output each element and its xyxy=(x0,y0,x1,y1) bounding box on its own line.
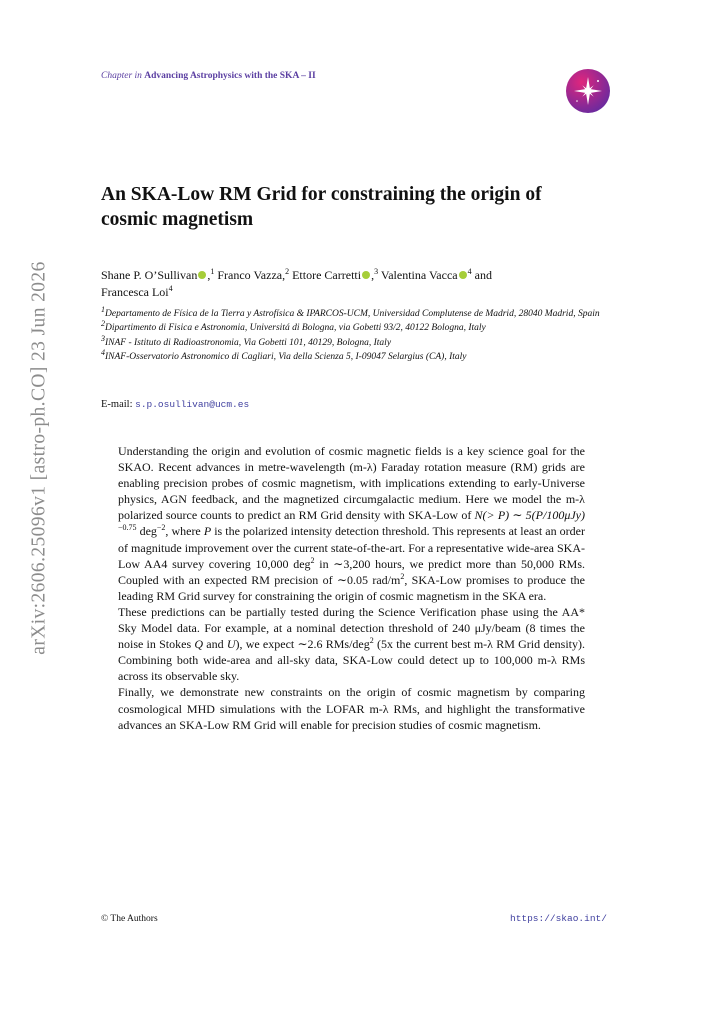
abstract-text: ), we expect ∼2.6 RMs/deg xyxy=(235,637,370,652)
affiliation-item xyxy=(101,350,601,364)
arxiv-identifier-sidebar xyxy=(20,261,60,655)
affiliation-number: 1 xyxy=(101,304,105,314)
email-link[interactable]: s.p.osullivan@ucm.es xyxy=(135,399,250,410)
affiliation-text: Departamento de Física de la Tierra y Astrofísica & IPARCOS-UCM, Universidad Complutense de Madrid, 28040 Madrid, Spain xyxy=(105,309,600,319)
abstract-paragraph xyxy=(118,604,585,684)
superscript: 2 xyxy=(369,636,374,646)
author-affiliation-number: 4 xyxy=(168,284,173,293)
author-list: Shane P. O’Sullivan ,$^1$ Franco Vazza,$^2$ Ettore Carretti ,$^3$ Valentina Vacca $^4$ and Francesca Loi$^4$ xyxy=(101,267,492,299)
abstract xyxy=(118,443,585,733)
author-affiliation-number: 3 xyxy=(374,267,379,276)
abstract-text: (5x the current best m-λ RM Grid density). Combining both wide-area and all-sky data, SKA-Low could detect up to 100,000 m-λ RMs across its observable sky. xyxy=(118,637,586,684)
orcid-icon[interactable] xyxy=(362,271,370,279)
affiliation-text: Dipartimento di Fisica e Astronomia, Universitá di Bologna, via Gobetti 93/2, 40122 Bologna, Italy xyxy=(105,323,486,334)
email-label: E-mail: xyxy=(101,399,133,410)
affiliation-list xyxy=(101,304,601,365)
abstract-text: and xyxy=(203,637,227,652)
abstract-text: These predictions can be partially tested during the Science Verification phase using the AA* Sky Model data. For example, at a nominal detection threshold of 240 μJy/beam (8 times the noise in Stokes xyxy=(118,604,585,652)
abstract-text: is the polarized intensity detection threshold. This represents at least an order of magnitude improvement over the current state-of-the-art. For a representative wide-area SKA-Low AA4 survey covering 10,000 deg xyxy=(118,524,585,571)
copyright-notice: © The Authors xyxy=(101,914,158,924)
affiliation-item xyxy=(101,333,601,350)
ska-star-logo xyxy=(565,68,611,114)
author-name: Ettore Carretti xyxy=(292,268,362,282)
abstract-text: , SKA-Low promises to produce the leading RM Grid survey for constraining the origin of cosmic magnetism in the SKA era. xyxy=(118,572,585,603)
author-affiliation-number: 2 xyxy=(285,267,290,276)
author-conjunction: and xyxy=(474,268,492,282)
contact-email-line xyxy=(101,399,249,410)
author-name: Shane P. O’Sullivan xyxy=(101,268,198,282)
formula-unit-exponent: −2 xyxy=(156,523,166,533)
abstract-text: in ∼3,200 hours, we predict more than 50,000 RMs. Coupled with an expected RM precision of ∼0.05 rad/m xyxy=(118,556,585,587)
arxiv-id-text: arXiv:2606.25096v1 [astro-ph.CO] 23 Jun 2026 xyxy=(29,261,51,655)
author-name: Franco Vazza, xyxy=(217,268,286,282)
chapter-header xyxy=(101,71,316,81)
author-name: Francesca Loi xyxy=(101,285,169,299)
formula: N(> P) ∼ 5(P/100μJy) xyxy=(474,508,585,523)
affiliation-number: 2 xyxy=(101,319,105,329)
formula-exponent: −0.75 xyxy=(118,523,137,533)
abstract-paragraph xyxy=(118,443,585,604)
formula-unit: deg xyxy=(139,524,157,539)
symbol-u: U xyxy=(226,637,236,652)
author-affiliation-number: 4 xyxy=(467,267,472,276)
abstract-text: Understanding the origin and evolution of cosmic magnetic fields is a key science goal for the SKAO. Recent advances in metre-wavelength (m-λ) Faraday rotation measure (RM) grids are enabling precision probes of cosmic magnetism, with implications extending to early-Universe physics, AGN feedback, and the magnetized circumgalactic medium. Here we model the m-λ polarized source counts to predict an RM Grid density with SKA-Low of xyxy=(118,444,585,523)
orcid-icon[interactable] xyxy=(198,271,206,279)
affiliation-text: INAF-Osservatorio Astronomico di Cagliari, Via della Scienza 5, I-09047 Selargius (CA), Italy xyxy=(105,352,467,363)
ska-website-link[interactable]: https://skao.int/ xyxy=(510,913,607,924)
abstract-text: , where xyxy=(165,524,204,539)
author-name: Valentina Vacca xyxy=(380,268,458,282)
paper-title: An SKA-Low RM Grid for constraining the origin of cosmic magnetism xyxy=(101,184,542,230)
abstract-paragraph: Finally, we demonstrate new constraints on the origin of cosmic magnetism by comparing cosmological MHD simulations with the LOFAR m-λ RMs, and highlight the transformative advances an SKA-Low RM Grid will enable for precision studies of cosmic magnetism. xyxy=(118,685,585,732)
superscript: 2 xyxy=(310,555,315,565)
symbol-p: P xyxy=(203,524,212,539)
superscript: 2 xyxy=(400,571,405,581)
affiliation-number: 3 xyxy=(101,333,105,343)
affiliation-text: INAF - Istituto di Radioastronomia, Via Gobetti 101, 40129, Bologna, Italy xyxy=(105,337,392,348)
affiliation-number: 4 xyxy=(101,348,105,358)
book-title: Advancing Astrophysics with the SKA – II xyxy=(144,71,316,81)
symbol-q: Q xyxy=(194,637,204,652)
author-affiliation-number: 1 xyxy=(210,267,215,276)
affiliation-item xyxy=(101,321,601,335)
affiliation-item xyxy=(101,304,601,321)
chapter-prefix: Chapter in xyxy=(101,71,142,81)
orcid-icon[interactable] xyxy=(459,271,467,279)
